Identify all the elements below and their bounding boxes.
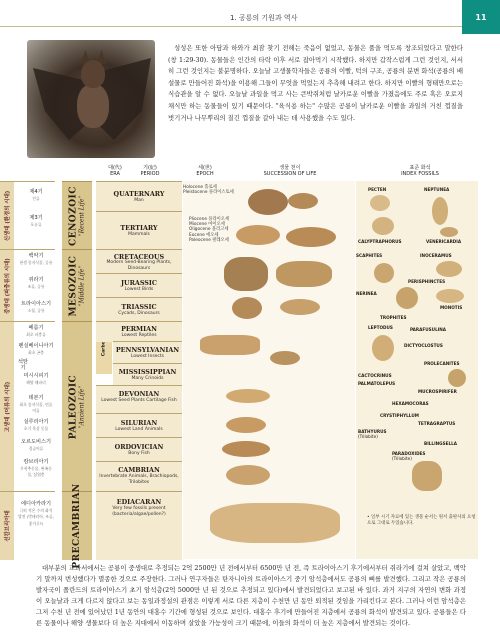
side-era-precambrian: 선캄브리아대 에디아카라기 극히 적은 수의 화석 발견 (박테리아, 조류, 꽃가루?): [0, 491, 55, 560]
header-rule: [0, 26, 500, 27]
fossil-nerinea-label: NERINEA: [356, 291, 377, 296]
epochs-quaternary: Holocene 홀로세 Pleistocene 플라이스토세: [183, 185, 234, 196]
sauropod-illustration: [276, 261, 332, 287]
mammals-illustration: [236, 225, 280, 245]
side-era-paleozoic: 고생대 (어류의 시대) 페름기 최초 파충류 펜실베이니아기 최초 곤충 석탄기 미시시피기 해양 해파리 데본기 최초 종자식물, 연골어류 실루리아기 초기 육상 동물 오르도비스기 경골어류 캄브리아기 무척추동물, 완족동물, 삼엽충: [0, 321, 55, 492]
fossil-hexamocoras-label: HEXAMOCORAS: [392, 401, 429, 406]
period-cambrian: CAMBRIAN Invertebrate Animals, Brachiopods, Trilobites: [96, 461, 182, 492]
fruit-bat-photo: [27, 40, 155, 158]
fossil-crystiphyllum-label: CRYSTIPHYLLUM: [380, 413, 419, 418]
fossil-billingsella-label: BILLINGSELLA: [424, 441, 458, 446]
header-fossils: 표준 화석 INDEX FOSSILS: [401, 165, 439, 177]
rhino-illustration: [288, 193, 318, 209]
page-number: 11: [462, 0, 500, 34]
pecten-fossil: [370, 195, 390, 211]
insect-illustration: [270, 351, 300, 365]
geologic-time-chart: [0, 165, 478, 569]
period-devonian: DEVONIAN Lowest Seed Plants Cartilage Fish: [96, 385, 182, 414]
ediacaran-life-illustration: [210, 503, 340, 543]
side-era-cenozoic: 신생대 (환경의 시대) 제4기 인류 제3기 포유류: [0, 181, 55, 250]
fossil-dictyoclostus-label: DICTYOCLOSTUS: [404, 343, 443, 348]
korean-era-column: [0, 181, 55, 559]
fossil-palmatolepus-label: PALMATOLEPUS: [358, 381, 396, 386]
period-quaternary: QUATERNARY Man: [96, 181, 182, 212]
period-jurassic: JURASSIC Lowest Birds: [96, 273, 182, 298]
fossil-leptodus-label: LEPTODUS: [368, 325, 393, 330]
scaphites-fossil: [374, 263, 394, 283]
fossil-bathyurus-label: BATHYURUS (Trilobite): [358, 429, 387, 439]
chart-note: • 일부 시기 자료에 있는 생물 순서는 원서 출판사의 요청으로 그대로 두었습니다.: [367, 515, 476, 526]
monotis-fossil: [436, 289, 464, 303]
fossil-prolecanites-label: PROLECANITES: [424, 361, 460, 366]
triassic-dinosaur-illustration: [232, 297, 262, 319]
mammoth-illustration: [248, 189, 288, 215]
ordovician-life-illustration: [222, 441, 270, 457]
fossil-monotis-label: MONOTIS: [440, 305, 463, 310]
permian-reptile-illustration: [200, 335, 260, 355]
fossil-trophites-label: TROPHITES: [380, 315, 407, 320]
venericardia-fossil: [440, 227, 458, 237]
header-life: 생물 천이 SUCCESSION OF LIFE: [263, 165, 317, 177]
fossil-paradoxides-label: PARADOXIDES (Trilobite): [392, 451, 426, 461]
period-permian: PERMIAN Lowest Reptiles: [96, 321, 182, 342]
era-cenozoic: CENOZOIC "Recent Life": [62, 181, 92, 250]
leptodus-fossil: [372, 335, 394, 361]
fossil-tetragraptus-label: TETRAGRAPTUS: [418, 421, 456, 426]
header-period: 기(紀) PERIOD: [140, 165, 160, 177]
cambrian-life-illustration: [226, 465, 270, 485]
header-epoch: 세(世) EPOCH: [196, 165, 214, 177]
fossil-inoceramus-label: INOCERAMUS: [420, 253, 452, 258]
period-cretaceous: CRETACEOUS Modern Seed-Bearing Plants, Dinosaurs: [96, 249, 182, 274]
period-silurian: SILURIAN Lowest Land Animals: [96, 413, 182, 438]
period-ediacaran: EDIACARAN Very few fossils present (bacteria/algae/pollen?): [96, 491, 182, 560]
period-ordovician: ORDOVICIAN Bony Fish: [96, 437, 182, 462]
dinosaur-illustration: [224, 257, 268, 291]
fossil-venericardia-label: VENERICARDIA: [426, 239, 462, 244]
era-mesozoic: MESOZOIC "Middle Life": [62, 249, 92, 322]
prolecanites-fossil: [448, 369, 466, 387]
era-precambrian: PRECAMBRIAN: [62, 491, 92, 560]
period-triassic: TRIASSIC Cycads, Dinosaurs: [96, 297, 182, 322]
fossil-mucrospirifer-label: MUCROSPIRIFER: [418, 389, 457, 394]
tertiary-mammal-illustration: [286, 227, 336, 247]
fossil-calyptraphorus-label: CALYPTRAPHORUS: [358, 239, 402, 244]
perisphinctes-fossil: [396, 287, 418, 309]
devonian-fish-illustration: [226, 389, 270, 403]
period-mississippian: MISSISSIPPIAN Many Crinoids: [113, 363, 182, 386]
trilobite-fossil: [412, 461, 442, 491]
header-era: 대(代) ERA: [108, 165, 122, 177]
intro-paragraph: 성성은 또한 아담과 하와가 최잠 찾기 전해는 죽음이 없었고, 동물은 풀을 먹도록 창조되었다고 말한다(창 1:29-30). 동물들은 인간의 타락 이후 서로 잡아먹기 시작했다. 하지만 갑작스럽게 그런 것인지, 서서히 그런 것인지는 불분명하다. 오늘날 고생물학자들은 공룡의 이빨, 턱의 구조, 공룡의 분변 화석(공룡의 배설물로 만들어진 화석)을 이용해 그들이 무엇을 먹었는지 추측해 내려고 한다. 하지만 이빨의 형태만으로는 식습관을 알 수 없다. 오늘날 과일을 먹고 사는 큰박쥐처럼 날카로운 이빨을 가졌음에도 주로 혹은 오로지 채식만 하는 동물들이 있기 때문이다. "육식용 하는" 수많은 공룡이 날카로운 이빨을 과일의 거친 껍질을 벗기거나 나무뿌리의 질긴 껍질을 갈아 내는 데 사용했을 수도 있다.: [168, 44, 463, 122]
cycad-illustration: [280, 299, 320, 315]
fossil-pecten-label: PECTEN: [368, 187, 387, 192]
fossil-scaphites-label: SCAPHITES: [356, 253, 383, 258]
footer-paragraph: 대부분의 교과서에서는 공룡이 중생대로 추정되는 2억 2500만 년 전에서부터 6500만 년 전, 즉 트라이아스기 후기에서부터 쥐라기에 걸쳐 살았고, 백악기 말까지 번성했다가 멸종한 것으로 주장한다. 그러나 연구자들은 탄자니아의 트라이아스기 중기 암석층에서도 공룡의 뼈를 발견했다. 그리고 작은 공룡의 발자국이 폴란드의 트라이아스기 초기 암석층(2억 5000만 년 된 것으로 추정되고 있다)에서 발견되었다고 보고된 바 있다. 과거 지구의 자연의 변화 과정이 오늘날과 크게 다르지 않다고 보는 동일과정설의 관점은 이렇게 서로 다른 지층이 수천만 년 동안 퇴적된 것임을 가리킨다고 본다. 그러나 이런 암석층은 그저 수천 년 전에 있어났던 1년 동안의 대홍수 기간에 형성된 것으로 보인다. 대홍수 후기에 만들어진 지층에서 공룡의 화석이 발견되고 있다. 공룡들은 다른 동물이나 해양 생물보다 더 높은 지대에서 이동하며 살았을 가능성이 크기 때문에, 이들의 화석이 더 높은 지층에서 발견되는 것이다.: [36, 564, 466, 627]
chapter-title: 1. 공룡의 기원과 역사: [230, 14, 298, 22]
era-paleozoic: PALEOZOIC "Ancient Life": [62, 321, 92, 492]
calyptraphorus-fossil: [372, 217, 394, 235]
side-era-mesozoic: 중생대 (파충류의 시대) 백악기 현생 종자식물, 공룡 쥐라기 조류, 공룡 트라이아스기 소철, 공룡: [0, 249, 55, 322]
fossil-cactocrinus-label: CACTOCRINUS: [358, 373, 392, 378]
fossil-perisphinctes-label: PERISPHINCTES: [408, 279, 446, 284]
period-pennsylvanian: PENNSYLVANIAN Lowest Insects: [113, 341, 182, 364]
inoceramus-fossil: [436, 261, 462, 277]
period-tertiary: TERTIARY Mammals: [96, 211, 182, 250]
fossil-parafusulina-label: PARAFUSULINA: [410, 327, 447, 332]
fossil-neptunea-label: NEPTUNEA: [424, 187, 450, 192]
silurian-life-illustration: [226, 417, 266, 433]
neptunea-fossil: [432, 197, 448, 225]
epochs-tertiary: Pliocene 플라이오세 Miocene 마이오세 Oligocene 올리고세 Eocene 에오세 Paleocene 팔레오세: [189, 217, 230, 243]
